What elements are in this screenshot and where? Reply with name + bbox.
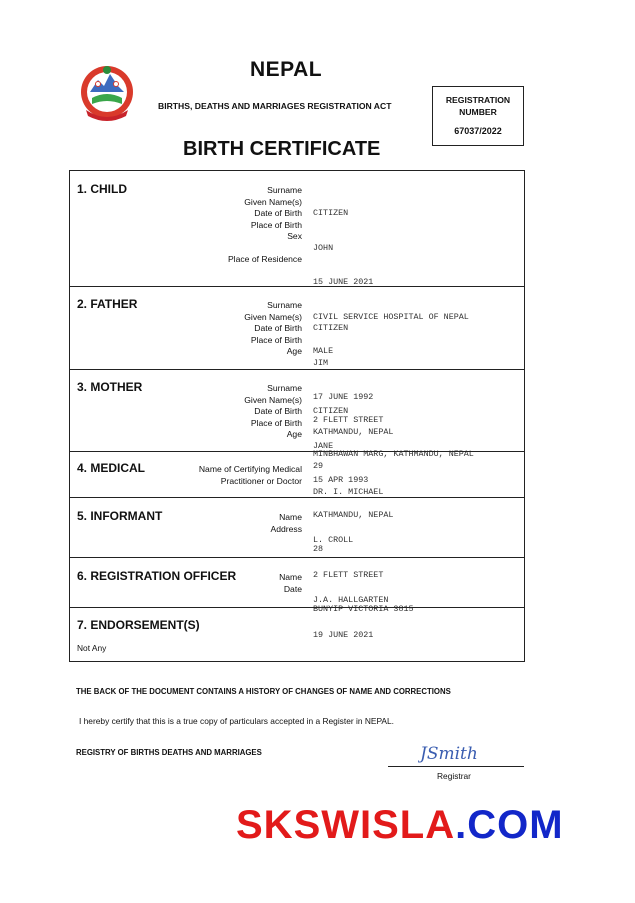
field-value: 2 FLETT STREET xyxy=(313,569,384,580)
section-title: 7. ENDORSEMENT(S) xyxy=(77,618,200,632)
section-title: 4. MEDICAL xyxy=(77,461,146,475)
field-value: CITIZEN xyxy=(313,323,349,333)
registration-label: REGISTRATION NUMBER xyxy=(445,95,511,117)
svg-text:JSmith: JSmith xyxy=(420,744,478,764)
field-label: Date xyxy=(283,583,302,594)
watermark-part-red: SKSWISLA xyxy=(236,803,456,847)
certificate-table xyxy=(69,170,525,662)
field-label: Date of Birth xyxy=(254,406,302,416)
field-value: J.A. HALLGARTEN xyxy=(313,595,389,605)
field-value: MALE xyxy=(313,346,334,356)
signature-line xyxy=(388,766,524,767)
field-value: 17 JUNE 1992 xyxy=(313,392,374,402)
nepal-emblem-icon xyxy=(78,62,136,124)
field-value: DR. I. MICHAEL xyxy=(313,487,384,497)
field-value: 15 JUNE 2021 xyxy=(313,277,374,287)
country-name: NEPAL xyxy=(250,58,323,81)
field-label: Surname xyxy=(267,300,302,310)
field-label: Age xyxy=(286,346,302,356)
field-value: KATHMANDU, NEPAL xyxy=(313,426,394,437)
field-label: Given Name(s) xyxy=(244,311,302,322)
section-title: 5. INFORMANT xyxy=(77,509,163,523)
field-value: BUNYIP VICTORIA 3815 xyxy=(313,604,414,614)
registration-act: BIRTHS, DEATHS AND MARRIAGES REGISTRATION ACT xyxy=(158,101,392,111)
field-label: Surname xyxy=(267,383,302,393)
field-value: CITIZEN xyxy=(313,406,349,416)
field-label: Sex xyxy=(287,231,302,241)
field-label: Address xyxy=(270,523,302,534)
field-label: Name xyxy=(279,512,302,522)
section-title: 1. CHILD xyxy=(77,182,128,196)
field-value: 15 APR 1993 xyxy=(313,475,369,485)
field-label: Surname xyxy=(267,185,302,195)
field-label: Place of Birth xyxy=(250,334,302,345)
field-label: Practitioner or Doctor xyxy=(220,475,302,486)
field-label: Given Name(s) xyxy=(244,196,302,207)
watermark-part-blue: .COM xyxy=(455,803,564,847)
field-label: Date of Birth xyxy=(254,323,302,333)
section-endorsements xyxy=(70,608,524,661)
section-title: 2. FATHER xyxy=(77,297,138,311)
registry-name: REGISTRY OF BIRTHS DEATHS AND MARRIAGES xyxy=(76,748,262,757)
field-value: CITIZEN xyxy=(313,208,349,218)
field-value: 2 FLETT STREET xyxy=(313,414,384,425)
endorsement-value: Not Any xyxy=(77,643,107,653)
certification-statement: I hereby certify that this is a true copy of particulars accepted in a Register in NEPAL. xyxy=(79,716,394,726)
field-value: 29 xyxy=(313,461,324,471)
section-title: 3. MOTHER xyxy=(77,380,143,394)
field-value: L. CROLL xyxy=(313,535,354,545)
registrar-signature xyxy=(418,741,490,765)
field-value: 19 JUNE 2021 xyxy=(313,629,374,640)
field-label: Place of Birth xyxy=(250,219,302,230)
field-label: Age xyxy=(286,429,302,439)
field-value: 28 xyxy=(313,544,324,554)
registrar-label: Registrar xyxy=(437,771,471,781)
watermark xyxy=(236,803,564,848)
field-label: Place of Birth xyxy=(250,417,302,428)
field-value: JANE xyxy=(313,440,334,451)
field-label: Name xyxy=(279,572,302,582)
field-value: MINBHAWAN MARG, KATHMANDU, NEPAL xyxy=(313,449,474,459)
field-label: Date of Birth xyxy=(254,208,302,218)
registration-number-box xyxy=(432,86,524,146)
field-value: KATHMANDU, NEPAL xyxy=(313,509,394,520)
field-label: Given Name(s) xyxy=(244,394,302,405)
field-value: JOHN xyxy=(313,242,334,253)
back-of-document-note: THE BACK OF THE DOCUMENT CONTAINS A HISTORY OF CHANGES OF NAME AND CORRECTIONS xyxy=(76,687,451,696)
registration-number: 67037/2022 xyxy=(454,126,502,136)
field-value: CIVIL SERVICE HOSPITAL OF NEPAL xyxy=(313,311,469,322)
section-title: 6. REGISTRATION OFFICER xyxy=(77,569,237,583)
field-label: Place of Residence xyxy=(227,253,302,264)
section-medical xyxy=(70,452,524,498)
document-title: BIRTH CERTIFICATE xyxy=(183,138,381,160)
field-value: JIM xyxy=(313,357,329,368)
field-label: Name of Certifying Medical xyxy=(198,464,302,474)
